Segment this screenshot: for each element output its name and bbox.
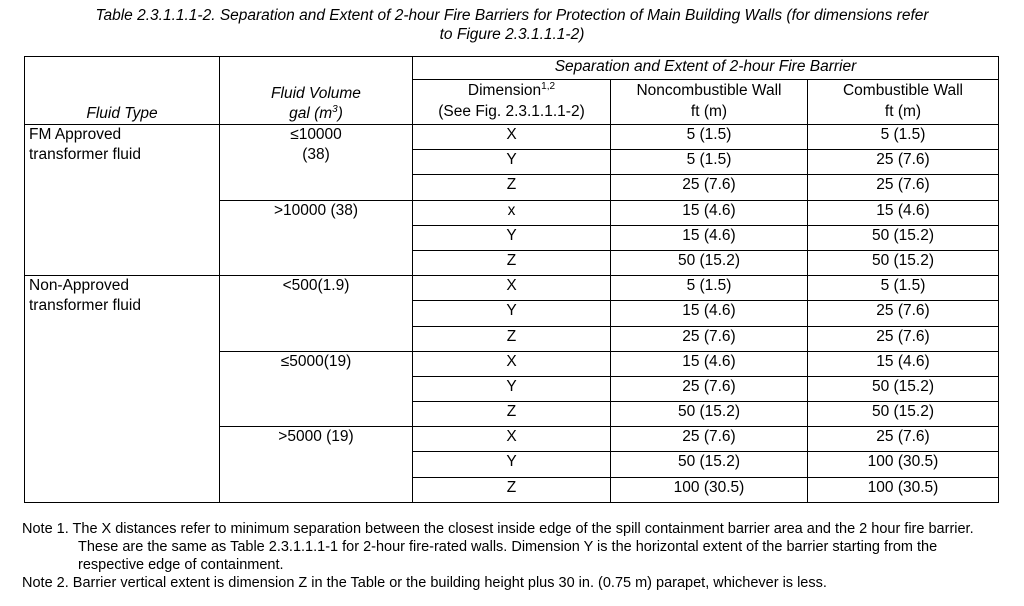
fluid-volume-line1: <500(1.9) bbox=[282, 277, 350, 295]
caption-line-1: Table 2.3.1.1.1-2. Separation and Extent of 2-hour Fire Barriers for Protection of Main Building Walls (for dimensions refer bbox=[95, 7, 929, 24]
fluid-type-header bbox=[25, 57, 220, 125]
dimension-cell: Z bbox=[413, 175, 611, 200]
noncombustible-cell: 25 (7.6) bbox=[611, 326, 808, 351]
dimension-cell: X bbox=[413, 125, 611, 150]
combustible-cell: 25 (7.6) bbox=[808, 175, 999, 200]
combustible-cell: 15 (4.6) bbox=[808, 351, 999, 376]
table-body bbox=[25, 125, 999, 503]
dimension-cell: Y bbox=[413, 225, 611, 250]
noncombustible-header-line2: ft (m) bbox=[690, 103, 728, 120]
dimension-header bbox=[413, 80, 611, 125]
dimension-cell: Y bbox=[413, 452, 611, 477]
header-row-group bbox=[25, 57, 999, 80]
noncombustible-cell: 50 (15.2) bbox=[611, 402, 808, 427]
noncombustible-cell: 50 (15.2) bbox=[611, 452, 808, 477]
fluid-volume-header-sup: 3 bbox=[332, 103, 338, 115]
fluid-volume-line1: >10000 (38) bbox=[273, 201, 359, 219]
fluid-volume-line1: >5000 (19) bbox=[278, 428, 354, 446]
fluid-type-line1: FM Approved bbox=[29, 126, 122, 143]
combustible-cell: 50 (15.2) bbox=[808, 376, 999, 401]
dimension-cell: x bbox=[413, 200, 611, 225]
combustible-header-line1: Combustible Wall bbox=[842, 82, 964, 99]
combustible-cell: 100 (30.5) bbox=[808, 452, 999, 477]
fluid-type-line2: transformer fluid bbox=[29, 146, 141, 163]
dimension-cell: Z bbox=[413, 326, 611, 351]
fluid-volume-cell bbox=[220, 427, 413, 503]
dimension-cell: Y bbox=[413, 150, 611, 175]
combustible-cell: 100 (30.5) bbox=[808, 477, 999, 502]
noncombustible-cell: 100 (30.5) bbox=[611, 477, 808, 502]
dimension-cell: X bbox=[413, 276, 611, 301]
dimension-header-sup: 1,2 bbox=[541, 80, 556, 92]
noncombustible-cell: 25 (7.6) bbox=[611, 376, 808, 401]
fluid-volume-line1: ≤10000 bbox=[290, 126, 342, 143]
fluid-volume-line2: (38) bbox=[302, 146, 330, 163]
noncombustible-cell: 25 (7.6) bbox=[611, 427, 808, 452]
fluid-type-header-text: Fluid Type bbox=[86, 105, 158, 122]
fluid-volume-cell bbox=[220, 200, 413, 276]
combustible-cell: 25 (7.6) bbox=[808, 301, 999, 326]
combustible-cell: 50 (15.2) bbox=[808, 225, 999, 250]
table-row bbox=[25, 276, 999, 301]
dimension-cell: Y bbox=[413, 376, 611, 401]
fluid-type-line2: transformer fluid bbox=[29, 297, 141, 315]
fluid-volume-line1: ≤5000(19) bbox=[280, 352, 352, 370]
fluid-volume-cell bbox=[220, 351, 413, 427]
dimension-header-line1: Dimension bbox=[467, 82, 542, 99]
noncombustible-cell: 15 (4.6) bbox=[611, 351, 808, 376]
note-1: Note 1. The X distances refer to minimum separation between the closest inside edge of the spill containment barrier area and the 2 hour fire barrier. These are the same as Table 2.3.1.1.1-1 for 2-hour fire-rated walls. Dimension Y is the horizontal extent of the barrier starting from the respective edge of containment. bbox=[22, 521, 974, 573]
combustible-header bbox=[808, 80, 999, 125]
note-2: Note 2. Barrier vertical extent is dimension Z in the Table or the building height plus 30 in. (0.75 m) parapet, whichever is less. bbox=[22, 575, 827, 591]
noncombustible-cell: 5 (1.5) bbox=[611, 150, 808, 175]
combustible-cell: 25 (7.6) bbox=[808, 150, 999, 175]
combustible-cell: 25 (7.6) bbox=[808, 427, 999, 452]
noncombustible-cell: 25 (7.6) bbox=[611, 175, 808, 200]
dimension-cell: Z bbox=[413, 250, 611, 275]
combustible-cell: 25 (7.6) bbox=[808, 326, 999, 351]
fluid-volume-header-unit: gal (m bbox=[289, 105, 333, 122]
dimension-cell: X bbox=[413, 427, 611, 452]
fluid-volume-header bbox=[220, 57, 413, 125]
noncombustible-cell: 5 (1.5) bbox=[611, 276, 808, 301]
table-row bbox=[25, 125, 999, 150]
combustible-cell: 15 (4.6) bbox=[808, 200, 999, 225]
noncombustible-cell: 15 (4.6) bbox=[611, 200, 808, 225]
combustible-cell: 5 (1.5) bbox=[808, 125, 999, 150]
combustible-header-line2: ft (m) bbox=[884, 103, 922, 120]
noncombustible-cell: 50 (15.2) bbox=[611, 250, 808, 275]
fluid-type-line1: Non-Approved bbox=[29, 277, 129, 295]
noncombustible-cell: 15 (4.6) bbox=[611, 225, 808, 250]
noncombustible-header bbox=[611, 80, 808, 125]
fluid-type-cell bbox=[25, 276, 220, 503]
group-header bbox=[413, 57, 999, 80]
fluid-volume-cell bbox=[220, 276, 413, 352]
dimension-cell: Z bbox=[413, 477, 611, 502]
fire-barrier-table bbox=[24, 56, 999, 503]
group-header-text: Separation and Extent of 2-hour Fire Barrier bbox=[554, 58, 857, 75]
dimension-cell: Y bbox=[413, 301, 611, 326]
noncombustible-cell: 5 (1.5) bbox=[611, 125, 808, 150]
table-notes bbox=[22, 520, 1002, 592]
noncombustible-header-line1: Noncombustible Wall bbox=[636, 82, 782, 99]
fluid-volume-header-line1: Fluid Volume bbox=[271, 85, 361, 102]
combustible-cell: 50 (15.2) bbox=[808, 250, 999, 275]
dimension-cell: Z bbox=[413, 402, 611, 427]
fluid-type-cell bbox=[25, 125, 220, 276]
noncombustible-cell: 15 (4.6) bbox=[611, 301, 808, 326]
caption-line-2: to Figure 2.3.1.1.1-2) bbox=[439, 26, 585, 43]
combustible-cell: 5 (1.5) bbox=[808, 276, 999, 301]
table-caption bbox=[0, 6, 1024, 44]
dimension-cell: X bbox=[413, 351, 611, 376]
fluid-volume-header-close: ) bbox=[337, 105, 343, 122]
combustible-cell: 50 (15.2) bbox=[808, 402, 999, 427]
fluid-volume-cell bbox=[220, 125, 413, 201]
dimension-header-line2: (See Fig. 2.3.1.1.1-2) bbox=[438, 103, 585, 120]
